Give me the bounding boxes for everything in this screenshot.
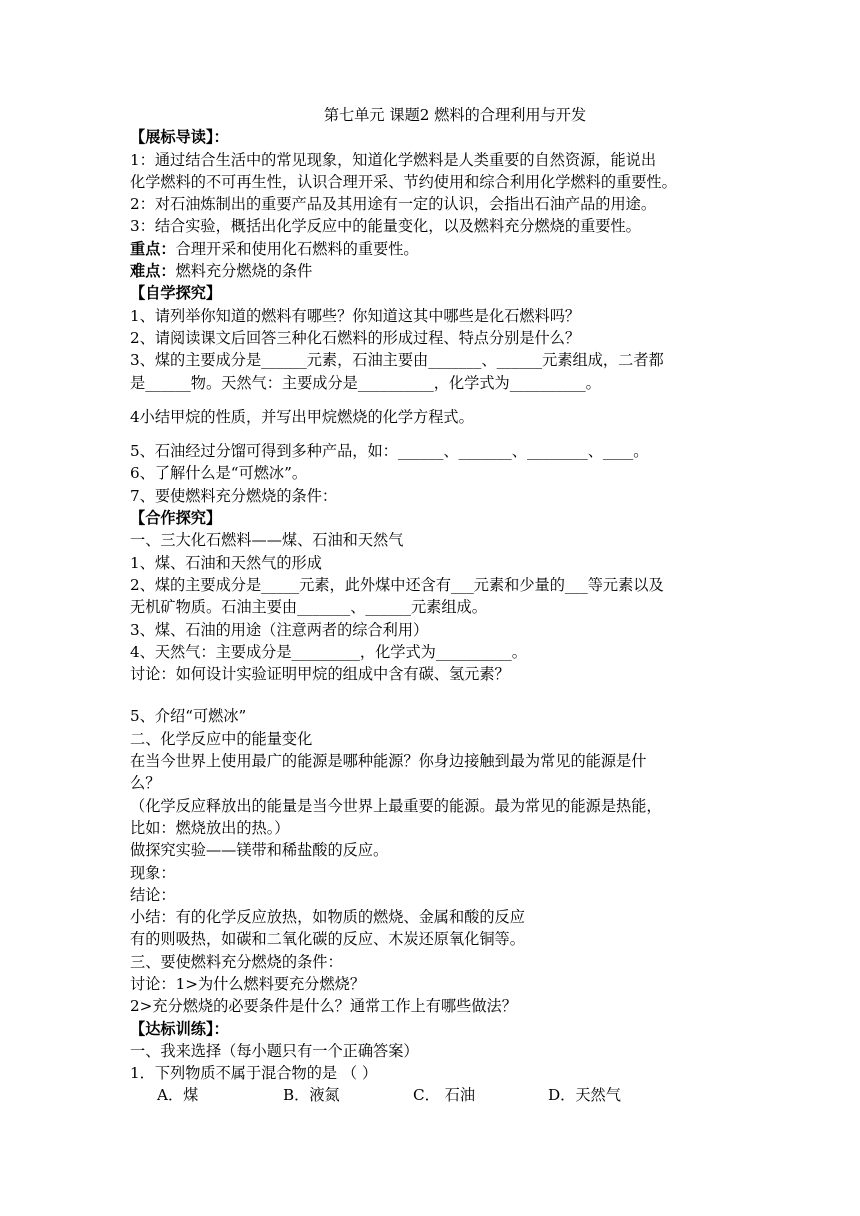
- difficult-point: [130, 260, 750, 282]
- coop-line-5: 4、天然气：主要成分是_________，化学式为__________。: [130, 642, 527, 661]
- coop-line-3: 2、煤的主要成分是_____元素，此外煤中还含有___元素和少量的___等元素以及: [130, 575, 664, 594]
- coop-line-6: 讨论：如何设计实验证明甲烷的组成中含有碳、氢元素？: [130, 665, 510, 684]
- coop-line-9: 在当今世界上使用最广的能源是哪种能源？你身边接触到最为常见的能源是什: [130, 752, 647, 771]
- coop-line-16: 三、要使燃料充分燃烧的条件：: [130, 952, 343, 971]
- coop-line-9-cont: 么？: [130, 774, 161, 793]
- section-heading-self-study: 【自学探究】: [130, 284, 222, 303]
- coop-line-13: 结论：: [130, 885, 176, 904]
- guide-item-2: 2：对石油炼制出的重要产品及其用途有一定的认识，会指出石油产品的用途。: [130, 195, 657, 214]
- document-page: [130, 104, 750, 1107]
- coop-line-10: （化学反应释放出的能量是当今世界上最重要的能源。最为常见的能源是热能，: [130, 796, 662, 815]
- question-1: 1．下列物质不属于混合物的是 （ ）: [130, 1064, 378, 1083]
- self-item-6: 6、了解什么是“可燃冰”。: [130, 464, 308, 483]
- section-heading-training: 【达标训练】：: [130, 1019, 229, 1038]
- coop-line-18: 2>充分燃烧的必要条件是什么？通常工作上有哪些做法？: [130, 997, 517, 1016]
- key-point-label: 重点：: [130, 239, 176, 258]
- option-a: A．煤: [157, 1086, 199, 1105]
- section-heading-cooperation: 【合作探究】: [130, 509, 222, 528]
- section-heading-guide: 【展标导读】：: [130, 128, 229, 147]
- self-item-4: 4小结甲烷的性质，并写出甲烷燃烧的化学方程式。: [130, 407, 474, 426]
- guide-item-1-cont: 化学燃料的不可再生性，认识合理开采、节约使用和综合利用化学燃料的重要性。: [130, 172, 677, 191]
- coop-line-3-cont: 无机矿物质。石油主要由_______、______元素组成。: [130, 598, 487, 617]
- page-title: 第七单元 课题2 燃料的合理利用与开发: [323, 106, 587, 124]
- coop-line-1: 一、三大化石燃料——煤、石油和天然气: [130, 531, 404, 550]
- self-item-3: 3、煤的主要成分是______元素，石油主要由_______、______元素组成，二者都: [130, 351, 664, 370]
- coop-line-4: 3、煤、石油的用途（注意两者的综合利用）: [130, 620, 429, 639]
- option-c: C． 石油: [413, 1086, 476, 1105]
- coop-line-8: 二、化学反应中的能量变化: [130, 729, 313, 748]
- coop-line-15: 有的则吸热，如碳和二氧化碳的反应、木炭还原氧化铜等。: [130, 930, 525, 949]
- difficult-point-text: 燃料充分燃烧的条件: [175, 262, 313, 281]
- option-d: D．天然气: [548, 1086, 621, 1105]
- key-point: [130, 238, 750, 260]
- guide-item-3: 3：结合实验，概括出化学反应中的能量变化，以及燃料充分燃烧的重要性。: [130, 217, 641, 236]
- training-part-1: 一、我来选择（每小题只有一个正确答案）: [130, 1041, 419, 1060]
- coop-line-17: 讨论：1>为什么燃料要充分燃烧？: [130, 974, 366, 993]
- coop-line-12: 现象：: [130, 863, 176, 882]
- coop-line-14: 小结：有的化学反应放热，如物质的燃烧、金属和酸的反应: [130, 908, 525, 927]
- self-item-7: 7、要使燃料充分燃烧的条件：: [130, 486, 338, 505]
- self-item-3-cont: 是______物。天然气：主要成分是__________，化学式为__________。: [130, 373, 601, 392]
- coop-line-10-cont: 比如：燃烧放出的热。）: [130, 818, 290, 837]
- self-item-1: 1、请列举你知道的燃料有哪些？你知道这其中哪些是化石燃料吗？: [130, 306, 581, 325]
- coop-line-2: 1、煤、石油和天然气的形成: [130, 553, 322, 572]
- coop-line-11: 做探究实验——镁带和稀盐酸的反应。: [130, 841, 389, 860]
- self-item-5: 5、石油经过分馏可得到多种产品，如：______、_______、________、____。: [130, 442, 649, 461]
- guide-item-1: 1：通过结合生活中的常见现象，知道化学燃料是人类重要的自然资源，能说出: [130, 150, 657, 169]
- difficult-point-label: 难点：: [130, 262, 176, 281]
- key-point-text: 合理开采和使用化石燃料的重要性。: [175, 239, 419, 258]
- self-item-2: 2、请阅读课文后回答三种化石燃料的形成过程、特点分别是什么？: [130, 328, 581, 347]
- option-b: B．液氮: [283, 1086, 340, 1105]
- coop-line-7: 5、介绍“可燃冰”: [130, 707, 247, 726]
- question-1-options: [130, 1084, 750, 1106]
